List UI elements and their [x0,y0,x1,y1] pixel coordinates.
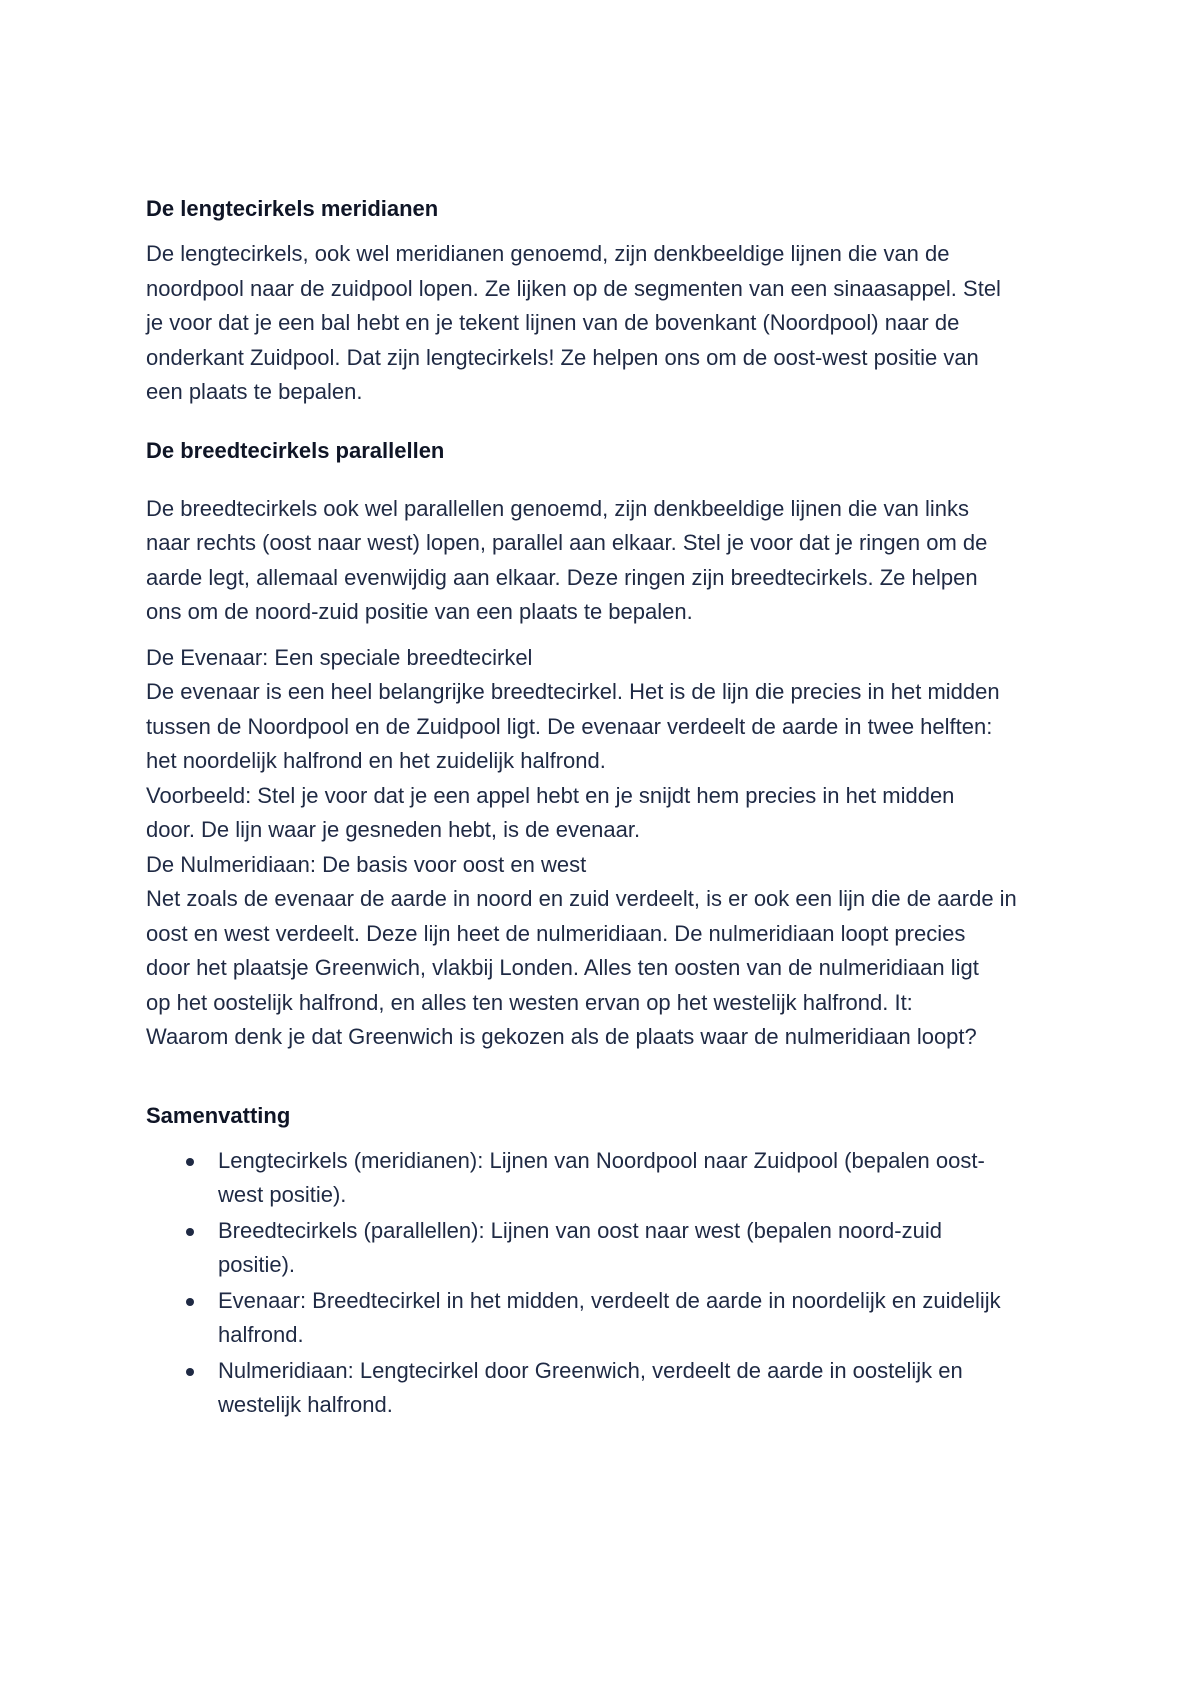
text-line: Lengtecirkels (meridianen): Lijnen van Noordpool naar Zuidpool (bepalen oost- [218,1147,985,1173]
text-line: Nulmeridiaan: Lengtecirkel door Greenwich, verdeelt de aarde in oostelijk en [218,1357,963,1383]
list-item [146,1354,1066,1423]
text-line: naar rechts (oost naar west) lopen, parallel aan elkaar. Stel je voor dat je ringen om de [146,530,988,555]
bullet-icon [186,1228,194,1236]
text-line: De breedtecirkels ook wel parallellen genoemd, zijn denkbeeldige lijnen die van links [146,495,970,521]
text-line: Voorbeeld: Stel je voor dat je een appel hebt en je snijdt hem precies in het midden [146,782,955,808]
heading-summary: Samenvatting [146,1102,291,1128]
bullet-icon [186,1158,194,1166]
text-line: Evenaar: Breedtecirkel in het midden, verdeelt de aarde in noordelijk en zuidelijk [218,1287,1001,1313]
text-line: een plaats te bepalen. [146,379,363,404]
text-line: onderkant Zuidpool. Dat zijn lengtecirkels! Ze helpen ons om de oost-west positie van [146,344,979,370]
text-line: op het oostelijk halfrond, en alles ten westen ervan op het westelijk halfrond. It: [146,989,913,1015]
text-line: ons om de noord-zuid positie van een plaats te bepalen. [146,599,693,624]
text-line: westelijk halfrond. [218,1392,393,1417]
bullet-icon [186,1368,194,1376]
bullet-icon [186,1298,194,1306]
text-line: halfrond. [218,1322,304,1347]
text-line: tussen de Noordpool en de Zuidpool ligt. De evenaar verdeelt de aarde in twee helften: [146,713,993,739]
heading-parallels: De breedtecirkels parallellen [146,437,445,463]
text-line: De lengtecirkels, ook wel meridianen genoemd, zijn denkbeeldige lijnen die van de [146,241,950,266]
text-line: door. De lijn waar je gesneden hebt, is de evenaar. [146,817,641,842]
text-line: Waarom denk je dat Greenwich is gekozen als de plaats waar de nulmeridiaan loopt? [146,1024,977,1049]
text-line: west positie). [218,1182,347,1207]
text-line: door het plaatsje Greenwich, vlakbij Londen. Alles ten oosten van de nulmeridiaan ligt [146,955,979,980]
list-item [146,1214,1066,1283]
heading-meridians: De lengtecirkels meridianen [146,196,439,221]
text-line: het noordelijk halfrond en het zuidelijk halfrond. [146,748,606,773]
text-line: De evenaar is een heel belangrijke breedtecirkel. Het is de lijn die precies in het midden [146,679,1000,704]
text-line: Net zoals de evenaar de aarde in noord en zuid verdeelt, is er ook een lijn die de aarde in [146,886,1017,911]
text-line: Breedtecirkels (parallellen): Lijnen van oost naar west (bepalen noord-zuid [218,1217,942,1243]
text-line: oost en west verdeelt. Deze lijn heet de nulmeridiaan. De nulmeridiaan loopt precies [146,920,966,946]
text-line: aarde legt, allemaal evenwijdig aan elkaar. Deze ringen zijn breedtecirkels. Ze helpen [146,564,978,590]
text-line: De Evenaar: Een speciale breedtecirkel [146,644,533,670]
text-line: noordpool naar de zuidpool lopen. Ze lijken op de segmenten van een sinaasappel. Stel [146,275,1001,301]
text-line: positie). [218,1252,296,1277]
summary-list [146,1144,1066,1423]
paragraph-parallels [146,492,1066,630]
paragraph-meridians [146,237,1066,410]
document-page [146,192,1066,1424]
text-line: je voor dat je een bal hebt en je tekent lijnen van de bovenkant (Noordpool) naar de [146,310,960,335]
paragraph-equator [146,641,1066,1055]
list-item [146,1144,1066,1213]
list-item [146,1284,1066,1353]
text-line: De Nulmeridiaan: De basis voor oost en west [146,851,587,877]
